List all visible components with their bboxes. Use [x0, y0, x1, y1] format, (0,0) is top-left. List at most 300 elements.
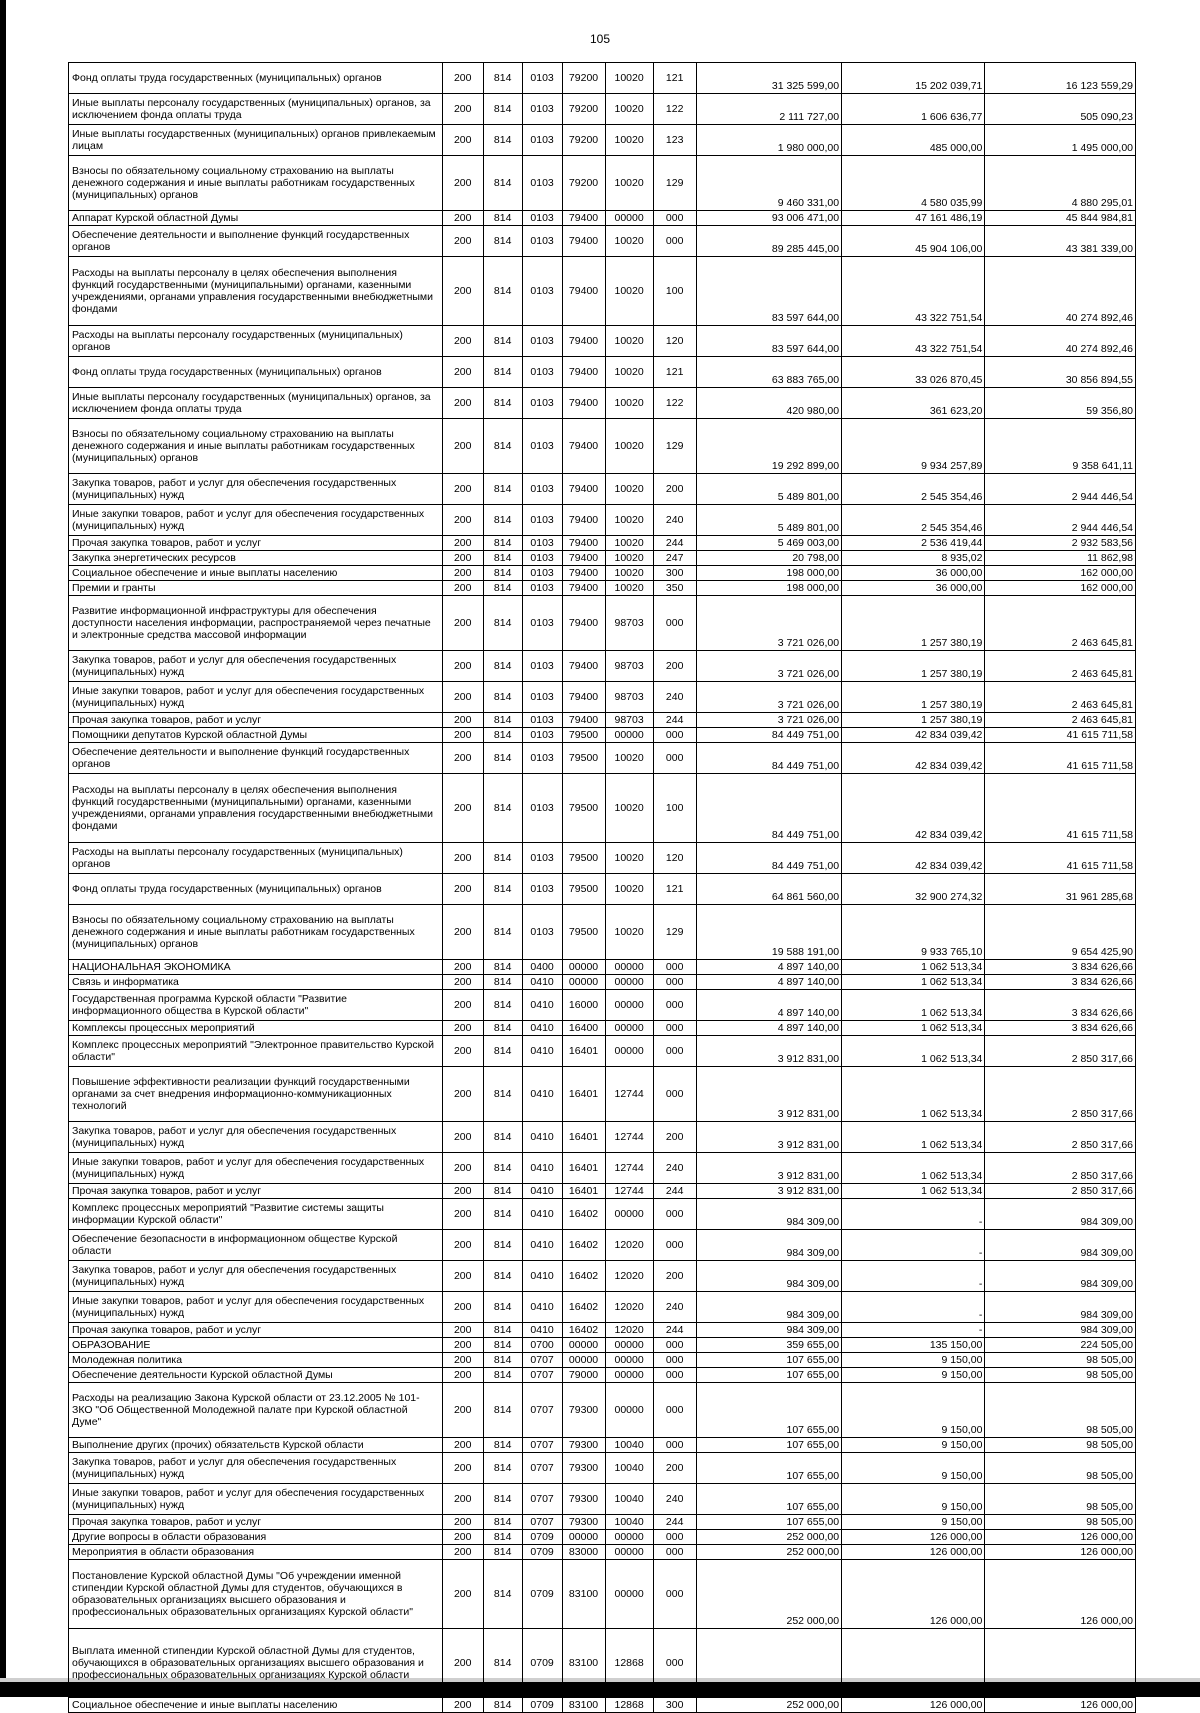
- code-admin: 200: [442, 1338, 483, 1353]
- code-direction: 10020: [605, 226, 653, 257]
- code-expense-type: 240: [653, 1484, 696, 1515]
- code-admin: 200: [442, 960, 483, 975]
- code-admin: 200: [442, 1261, 483, 1292]
- code-chapter: 814: [483, 1515, 522, 1530]
- table-row: [69, 1560, 1136, 1629]
- amount-planned: 3 912 831,00: [696, 1067, 841, 1122]
- amount-planned: 3 912 831,00: [696, 1184, 841, 1199]
- code-expense-type: 120: [653, 326, 696, 357]
- amount-planned: 198 000,00: [696, 581, 841, 596]
- code-direction: 00000: [605, 960, 653, 975]
- code-section: 0103: [522, 257, 562, 326]
- code-chapter: 814: [483, 743, 522, 774]
- code-section: 0103: [522, 651, 562, 682]
- code-admin: 200: [442, 1560, 483, 1629]
- row-name: Социальное обеспечение и иные выплаты населению: [69, 1698, 443, 1713]
- amount-executed: 1 257 380,19: [842, 682, 985, 713]
- amount-executed: 9 933 765,10: [842, 905, 985, 960]
- amount-planned: 4 897 140,00: [696, 1021, 841, 1036]
- code-direction: 10020: [605, 326, 653, 357]
- table-row: [69, 905, 1136, 960]
- code-expense-type: 000: [653, 596, 696, 651]
- table-row: [69, 566, 1136, 581]
- amount-remaining: 98 505,00: [985, 1368, 1136, 1383]
- code-expense-type: 200: [653, 1261, 696, 1292]
- amount-executed: 32 900 274,32: [842, 874, 985, 905]
- code-section: 0103: [522, 94, 562, 125]
- row-name: Премии и гранты: [69, 581, 443, 596]
- code-section: 0410: [522, 1021, 562, 1036]
- amount-planned: 9 460 331,00: [696, 156, 841, 211]
- code-section: 0410: [522, 1230, 562, 1261]
- code-expense-type: 123: [653, 125, 696, 156]
- code-expense-type: 000: [653, 1368, 696, 1383]
- amount-planned: 19 292 899,00: [696, 419, 841, 474]
- amount-planned: 107 655,00: [696, 1484, 841, 1515]
- code-direction: 98703: [605, 682, 653, 713]
- code-expense-type: 240: [653, 1153, 696, 1184]
- code-section: 0410: [522, 1261, 562, 1292]
- code-direction: 10020: [605, 874, 653, 905]
- row-name: Прочая закупка товаров, работ и услуг: [69, 536, 443, 551]
- code-expense-type: 000: [653, 975, 696, 990]
- amount-planned: 984 309,00: [696, 1261, 841, 1292]
- amount-executed: 9 934 257,89: [842, 419, 985, 474]
- code-admin: 200: [442, 1438, 483, 1453]
- table-row: [69, 1629, 1136, 1698]
- amount-remaining: 41 615 711,58: [985, 728, 1136, 743]
- amount-executed: 1 062 513,34: [842, 1021, 985, 1036]
- amount-executed: 135 150,00: [842, 1338, 985, 1353]
- code-direction: 00000: [605, 1021, 653, 1036]
- code-section: 0103: [522, 474, 562, 505]
- code-direction: 12744: [605, 1153, 653, 1184]
- code-section: 0103: [522, 596, 562, 651]
- code-section: 0709: [522, 1698, 562, 1713]
- code-chapter: 814: [483, 388, 522, 419]
- amount-remaining: 2 850 317,66: [985, 1036, 1136, 1067]
- row-name: Иные закупки товаров, работ и услуг для обеспечения государственных (муниципальных) нужд: [69, 682, 443, 713]
- amount-executed: 9 150,00: [842, 1383, 985, 1438]
- code-expense-type: 300: [653, 566, 696, 581]
- amount-executed: 1 062 513,34: [842, 1067, 985, 1122]
- code-chapter: 814: [483, 1036, 522, 1067]
- amount-remaining: 3 834 626,66: [985, 1021, 1136, 1036]
- code-program: 79400: [562, 257, 605, 326]
- row-name: Расходы на реализацию Закона Курской области от 23.12.2005 № 101-ЗКО "Об Общественной Молодежной палате при Курской областной Думе": [69, 1383, 443, 1438]
- amount-remaining: 41 615 711,58: [985, 843, 1136, 874]
- code-direction: 10040: [605, 1438, 653, 1453]
- code-program: 79500: [562, 843, 605, 874]
- code-section: 0410: [522, 1036, 562, 1067]
- code-section: 0707: [522, 1515, 562, 1530]
- code-program: 79400: [562, 551, 605, 566]
- amount-remaining: 9 358 641,11: [985, 419, 1136, 474]
- amount-remaining: 2 463 645,81: [985, 713, 1136, 728]
- row-name: Закупка товаров, работ и услуг для обеспечения государственных (муниципальных) нужд: [69, 1122, 443, 1153]
- code-expense-type: 240: [653, 682, 696, 713]
- amount-executed: 1 257 380,19: [842, 596, 985, 651]
- code-program: 79400: [562, 581, 605, 596]
- code-admin: 200: [442, 1292, 483, 1323]
- code-direction: 10020: [605, 388, 653, 419]
- code-expense-type: 200: [653, 1453, 696, 1484]
- amount-planned: 3 721 026,00: [696, 713, 841, 728]
- amount-executed: 43 322 751,54: [842, 257, 985, 326]
- code-program: 16401: [562, 1036, 605, 1067]
- table-row: [69, 1438, 1136, 1453]
- amount-planned: 4 897 140,00: [696, 975, 841, 990]
- amount-remaining: 98 505,00: [985, 1438, 1136, 1453]
- amount-executed: -: [842, 1199, 985, 1230]
- amount-executed: 1 062 513,34: [842, 975, 985, 990]
- code-program: 79400: [562, 357, 605, 388]
- code-chapter: 814: [483, 63, 522, 94]
- code-expense-type: 121: [653, 874, 696, 905]
- amount-remaining: 3 834 626,66: [985, 990, 1136, 1021]
- table-row: [69, 1698, 1136, 1713]
- amount-remaining: 40 274 892,46: [985, 326, 1136, 357]
- code-direction: 00000: [605, 1383, 653, 1438]
- code-direction: 10020: [605, 257, 653, 326]
- code-chapter: 814: [483, 1153, 522, 1184]
- amount-executed: 36 000,00: [842, 566, 985, 581]
- amount-planned: 252 000,00: [696, 1530, 841, 1545]
- code-expense-type: 122: [653, 388, 696, 419]
- code-chapter: 814: [483, 1438, 522, 1453]
- code-expense-type: 244: [653, 713, 696, 728]
- amount-executed: 1 062 513,34: [842, 1184, 985, 1199]
- table-row: [69, 1323, 1136, 1338]
- row-name: Комплексы процессных мероприятий: [69, 1021, 443, 1036]
- code-chapter: 814: [483, 1629, 522, 1698]
- code-expense-type: 000: [653, 1230, 696, 1261]
- amount-executed: 485 000,00: [842, 125, 985, 156]
- budget-table-frame: [68, 62, 1136, 1713]
- table-row: [69, 960, 1136, 975]
- code-admin: 200: [442, 1230, 483, 1261]
- row-name: Другие вопросы в области образования: [69, 1530, 443, 1545]
- amount-planned: 984 309,00: [696, 1199, 841, 1230]
- code-expense-type: 121: [653, 63, 696, 94]
- amount-executed: 126 000,00: [842, 1698, 985, 1713]
- amount-remaining: 2 850 317,66: [985, 1067, 1136, 1122]
- code-direction: 10040: [605, 1453, 653, 1484]
- code-direction: 10020: [605, 905, 653, 960]
- amount-remaining: 505 090,23: [985, 94, 1136, 125]
- budget-table: [68, 62, 1136, 1713]
- row-name: Закупка товаров, работ и услуг для обеспечения государственных (муниципальных) нужд: [69, 651, 443, 682]
- code-section: 0707: [522, 1484, 562, 1515]
- code-program: 79300: [562, 1438, 605, 1453]
- code-chapter: 814: [483, 1184, 522, 1199]
- code-chapter: 814: [483, 1530, 522, 1545]
- code-chapter: 814: [483, 774, 522, 843]
- code-chapter: 814: [483, 326, 522, 357]
- code-program: 79400: [562, 596, 605, 651]
- row-name: Государственная программа Курской области "Развитие информационного общества в Курской области": [69, 990, 443, 1021]
- code-chapter: 814: [483, 1560, 522, 1629]
- amount-remaining: 43 381 339,00: [985, 226, 1136, 257]
- code-chapter: 814: [483, 474, 522, 505]
- amount-remaining: 2 463 645,81: [985, 596, 1136, 651]
- code-program: 79200: [562, 125, 605, 156]
- code-section: 0103: [522, 843, 562, 874]
- code-chapter: 814: [483, 156, 522, 211]
- code-direction: 10020: [605, 94, 653, 125]
- code-expense-type: 000: [653, 1383, 696, 1438]
- code-direction: 10020: [605, 843, 653, 874]
- code-section: 0103: [522, 713, 562, 728]
- code-chapter: 814: [483, 651, 522, 682]
- code-direction: 10020: [605, 125, 653, 156]
- code-direction: 12744: [605, 1122, 653, 1153]
- code-section: 0103: [522, 536, 562, 551]
- row-name: Комплекс процессных мероприятий "Электронное правительство Курской области": [69, 1036, 443, 1067]
- amount-planned: 107 655,00: [696, 1353, 841, 1368]
- table-row: [69, 1338, 1136, 1353]
- code-section: 0103: [522, 419, 562, 474]
- row-name: Иные закупки товаров, работ и услуг для обеспечения государственных (муниципальных) нужд: [69, 1484, 443, 1515]
- code-section: 0410: [522, 1067, 562, 1122]
- amount-planned: 84 449 751,00: [696, 728, 841, 743]
- scan-left-edge: [0, 0, 6, 1697]
- amount-planned: 4 897 140,00: [696, 960, 841, 975]
- table-row: [69, 156, 1136, 211]
- code-direction: 00000: [605, 975, 653, 990]
- code-admin: 200: [442, 357, 483, 388]
- code-admin: 200: [442, 505, 483, 536]
- code-direction: 10040: [605, 1515, 653, 1530]
- amount-executed: 43 322 751,54: [842, 326, 985, 357]
- amount-executed: 126 000,00: [842, 1545, 985, 1560]
- table-row: [69, 581, 1136, 596]
- code-chapter: 814: [483, 1021, 522, 1036]
- code-expense-type: 244: [653, 1323, 696, 1338]
- code-section: 0709: [522, 1545, 562, 1560]
- table-row: [69, 125, 1136, 156]
- row-name: Иные закупки товаров, работ и услуг для обеспечения государственных (муниципальных) нужд: [69, 1292, 443, 1323]
- table-row: [69, 505, 1136, 536]
- code-expense-type: 240: [653, 505, 696, 536]
- code-admin: 200: [442, 388, 483, 419]
- code-direction: 12868: [605, 1698, 653, 1713]
- row-name: Расходы на выплаты персоналу в целях обеспечения выполнения функций государственными (муниципальными) органами, казенными учреждениями, органами управления государственными внебюджетными фондами: [69, 774, 443, 843]
- code-expense-type: 000: [653, 1021, 696, 1036]
- amount-planned: 198 000,00: [696, 566, 841, 581]
- code-section: 0103: [522, 874, 562, 905]
- amount-executed: 1 062 513,34: [842, 1122, 985, 1153]
- code-admin: 200: [442, 536, 483, 551]
- amount-planned: 420 980,00: [696, 388, 841, 419]
- code-program: 79400: [562, 474, 605, 505]
- amount-executed: 9 150,00: [842, 1453, 985, 1484]
- amount-planned: 83 597 644,00: [696, 326, 841, 357]
- code-expense-type: 122: [653, 94, 696, 125]
- table-row: [69, 388, 1136, 419]
- code-direction: 12020: [605, 1230, 653, 1261]
- code-direction: 10020: [605, 505, 653, 536]
- code-program: 16402: [562, 1230, 605, 1261]
- amount-planned: 107 655,00: [696, 1368, 841, 1383]
- amount-executed: 1 257 380,19: [842, 713, 985, 728]
- amount-remaining: 984 309,00: [985, 1261, 1136, 1292]
- code-expense-type: 100: [653, 257, 696, 326]
- code-section: 0410: [522, 990, 562, 1021]
- code-admin: 200: [442, 63, 483, 94]
- code-admin: 200: [442, 1629, 483, 1698]
- amount-executed: 42 834 039,42: [842, 743, 985, 774]
- amount-executed: 1 062 513,34: [842, 1036, 985, 1067]
- code-admin: 200: [442, 566, 483, 581]
- code-chapter: 814: [483, 505, 522, 536]
- amount-remaining: 98 505,00: [985, 1383, 1136, 1438]
- code-expense-type: 244: [653, 536, 696, 551]
- amount-planned: 359 655,00: [696, 1338, 841, 1353]
- code-admin: 200: [442, 551, 483, 566]
- code-chapter: 814: [483, 990, 522, 1021]
- code-chapter: 814: [483, 536, 522, 551]
- table-row: [69, 990, 1136, 1021]
- code-direction: 00000: [605, 1036, 653, 1067]
- code-program: 79000: [562, 1368, 605, 1383]
- code-section: 0103: [522, 682, 562, 713]
- row-name: Обеспечение деятельности и выполнение функций государственных органов: [69, 743, 443, 774]
- row-name: Расходы на выплаты персоналу в целях обеспечения выполнения функций государственными (муниципальными) органами, казенными учреждениями, органами управления государственными внебюджетными фондами: [69, 257, 443, 326]
- row-name: Выплата именной стипендии Курской областной Думы для студентов, обучающихся в образовательных организациях высшего образования и профессиональных образовательных организациях Курской области: [69, 1629, 443, 1698]
- amount-planned: 83 597 644,00: [696, 257, 841, 326]
- amount-remaining: 2 850 317,66: [985, 1184, 1136, 1199]
- amount-executed: 1 257 380,19: [842, 651, 985, 682]
- row-name: Связь и информатика: [69, 975, 443, 990]
- amount-planned: 4 897 140,00: [696, 990, 841, 1021]
- code-expense-type: 121: [653, 357, 696, 388]
- row-name: Расходы на выплаты персоналу государственных (муниципальных) органов: [69, 326, 443, 357]
- amount-remaining: 984 309,00: [985, 1230, 1136, 1261]
- row-name: Фонд оплаты труда государственных (муниципальных) органов: [69, 874, 443, 905]
- code-section: 0410: [522, 1199, 562, 1230]
- amount-remaining: 98 505,00: [985, 1453, 1136, 1484]
- amount-planned: 107 655,00: [696, 1438, 841, 1453]
- code-section: 0103: [522, 326, 562, 357]
- code-chapter: 814: [483, 1199, 522, 1230]
- amount-executed: 1 062 513,34: [842, 990, 985, 1021]
- code-admin: 200: [442, 1199, 483, 1230]
- code-chapter: 814: [483, 843, 522, 874]
- code-program: 79400: [562, 536, 605, 551]
- amount-remaining: 3 834 626,66: [985, 960, 1136, 975]
- row-name: Фонд оплаты труда государственных (муниципальных) органов: [69, 63, 443, 94]
- code-section: 0103: [522, 388, 562, 419]
- code-chapter: 814: [483, 419, 522, 474]
- code-section: 0103: [522, 905, 562, 960]
- table-row: [69, 728, 1136, 743]
- amount-planned: 107 655,00: [696, 1383, 841, 1438]
- code-program: 00000: [562, 1338, 605, 1353]
- code-admin: 200: [442, 774, 483, 843]
- row-name: Закупка товаров, работ и услуг для обеспечения государственных (муниципальных) нужд: [69, 474, 443, 505]
- amount-remaining: 11 862,98: [985, 551, 1136, 566]
- code-admin: 200: [442, 1383, 483, 1438]
- code-expense-type: 120: [653, 843, 696, 874]
- amount-executed: 33 026 870,45: [842, 357, 985, 388]
- code-admin: 200: [442, 1515, 483, 1530]
- code-section: 0700: [522, 1338, 562, 1353]
- table-row: [69, 357, 1136, 388]
- code-admin: 200: [442, 156, 483, 211]
- code-chapter: 814: [483, 1122, 522, 1153]
- code-expense-type: 000: [653, 1199, 696, 1230]
- code-admin: 200: [442, 682, 483, 713]
- code-chapter: 814: [483, 728, 522, 743]
- code-section: 0103: [522, 226, 562, 257]
- code-admin: 200: [442, 843, 483, 874]
- row-name: Иные закупки товаров, работ и услуг для обеспечения государственных (муниципальных) нужд: [69, 1153, 443, 1184]
- amount-planned: 252 000,00: [696, 1545, 841, 1560]
- code-admin: 200: [442, 1184, 483, 1199]
- amount-planned: 84 449 751,00: [696, 743, 841, 774]
- code-section: 0709: [522, 1530, 562, 1545]
- code-chapter: 814: [483, 905, 522, 960]
- code-program: 79200: [562, 63, 605, 94]
- amount-remaining: 41 615 711,58: [985, 774, 1136, 843]
- table-row: [69, 1383, 1136, 1438]
- amount-executed: 126 000,00: [842, 1629, 985, 1698]
- code-section: 0410: [522, 1153, 562, 1184]
- table-row: [69, 1545, 1136, 1560]
- code-admin: 200: [442, 990, 483, 1021]
- code-admin: 200: [442, 1453, 483, 1484]
- code-chapter: 814: [483, 1453, 522, 1484]
- code-direction: 10020: [605, 581, 653, 596]
- amount-remaining: 162 000,00: [985, 581, 1136, 596]
- code-program: 79300: [562, 1515, 605, 1530]
- code-expense-type: 350: [653, 581, 696, 596]
- row-name: НАЦИОНАЛЬНАЯ ЭКОНОМИКА: [69, 960, 443, 975]
- code-expense-type: 000: [653, 1629, 696, 1698]
- code-chapter: 814: [483, 257, 522, 326]
- amount-executed: 9 150,00: [842, 1515, 985, 1530]
- table-row: [69, 713, 1136, 728]
- table-row: [69, 874, 1136, 905]
- code-expense-type: 247: [653, 551, 696, 566]
- amount-planned: 5 489 801,00: [696, 474, 841, 505]
- code-program: 16402: [562, 1323, 605, 1338]
- amount-remaining: 2 944 446,54: [985, 474, 1136, 505]
- table-row: [69, 551, 1136, 566]
- row-name: Прочая закупка товаров, работ и услуг: [69, 1515, 443, 1530]
- code-program: 83100: [562, 1560, 605, 1629]
- amount-executed: 2 545 354,46: [842, 505, 985, 536]
- code-section: 0103: [522, 505, 562, 536]
- amount-planned: 93 006 471,00: [696, 211, 841, 226]
- amount-planned: 31 325 599,00: [696, 63, 841, 94]
- page-number: 105: [589, 32, 611, 46]
- table-row: [69, 1036, 1136, 1067]
- amount-planned: 984 309,00: [696, 1292, 841, 1323]
- table-row: [69, 211, 1136, 226]
- code-program: 16402: [562, 1199, 605, 1230]
- row-name: Помощники депутатов Курской областной Думы: [69, 728, 443, 743]
- amount-remaining: 984 309,00: [985, 1199, 1136, 1230]
- amount-remaining: 98 505,00: [985, 1353, 1136, 1368]
- code-expense-type: 244: [653, 1515, 696, 1530]
- code-direction: 98703: [605, 713, 653, 728]
- row-name: Закупка товаров, работ и услуг для обеспечения государственных (муниципальных) нужд: [69, 1261, 443, 1292]
- code-direction: 10020: [605, 63, 653, 94]
- amount-planned: 2 111 727,00: [696, 94, 841, 125]
- code-program: 79400: [562, 566, 605, 581]
